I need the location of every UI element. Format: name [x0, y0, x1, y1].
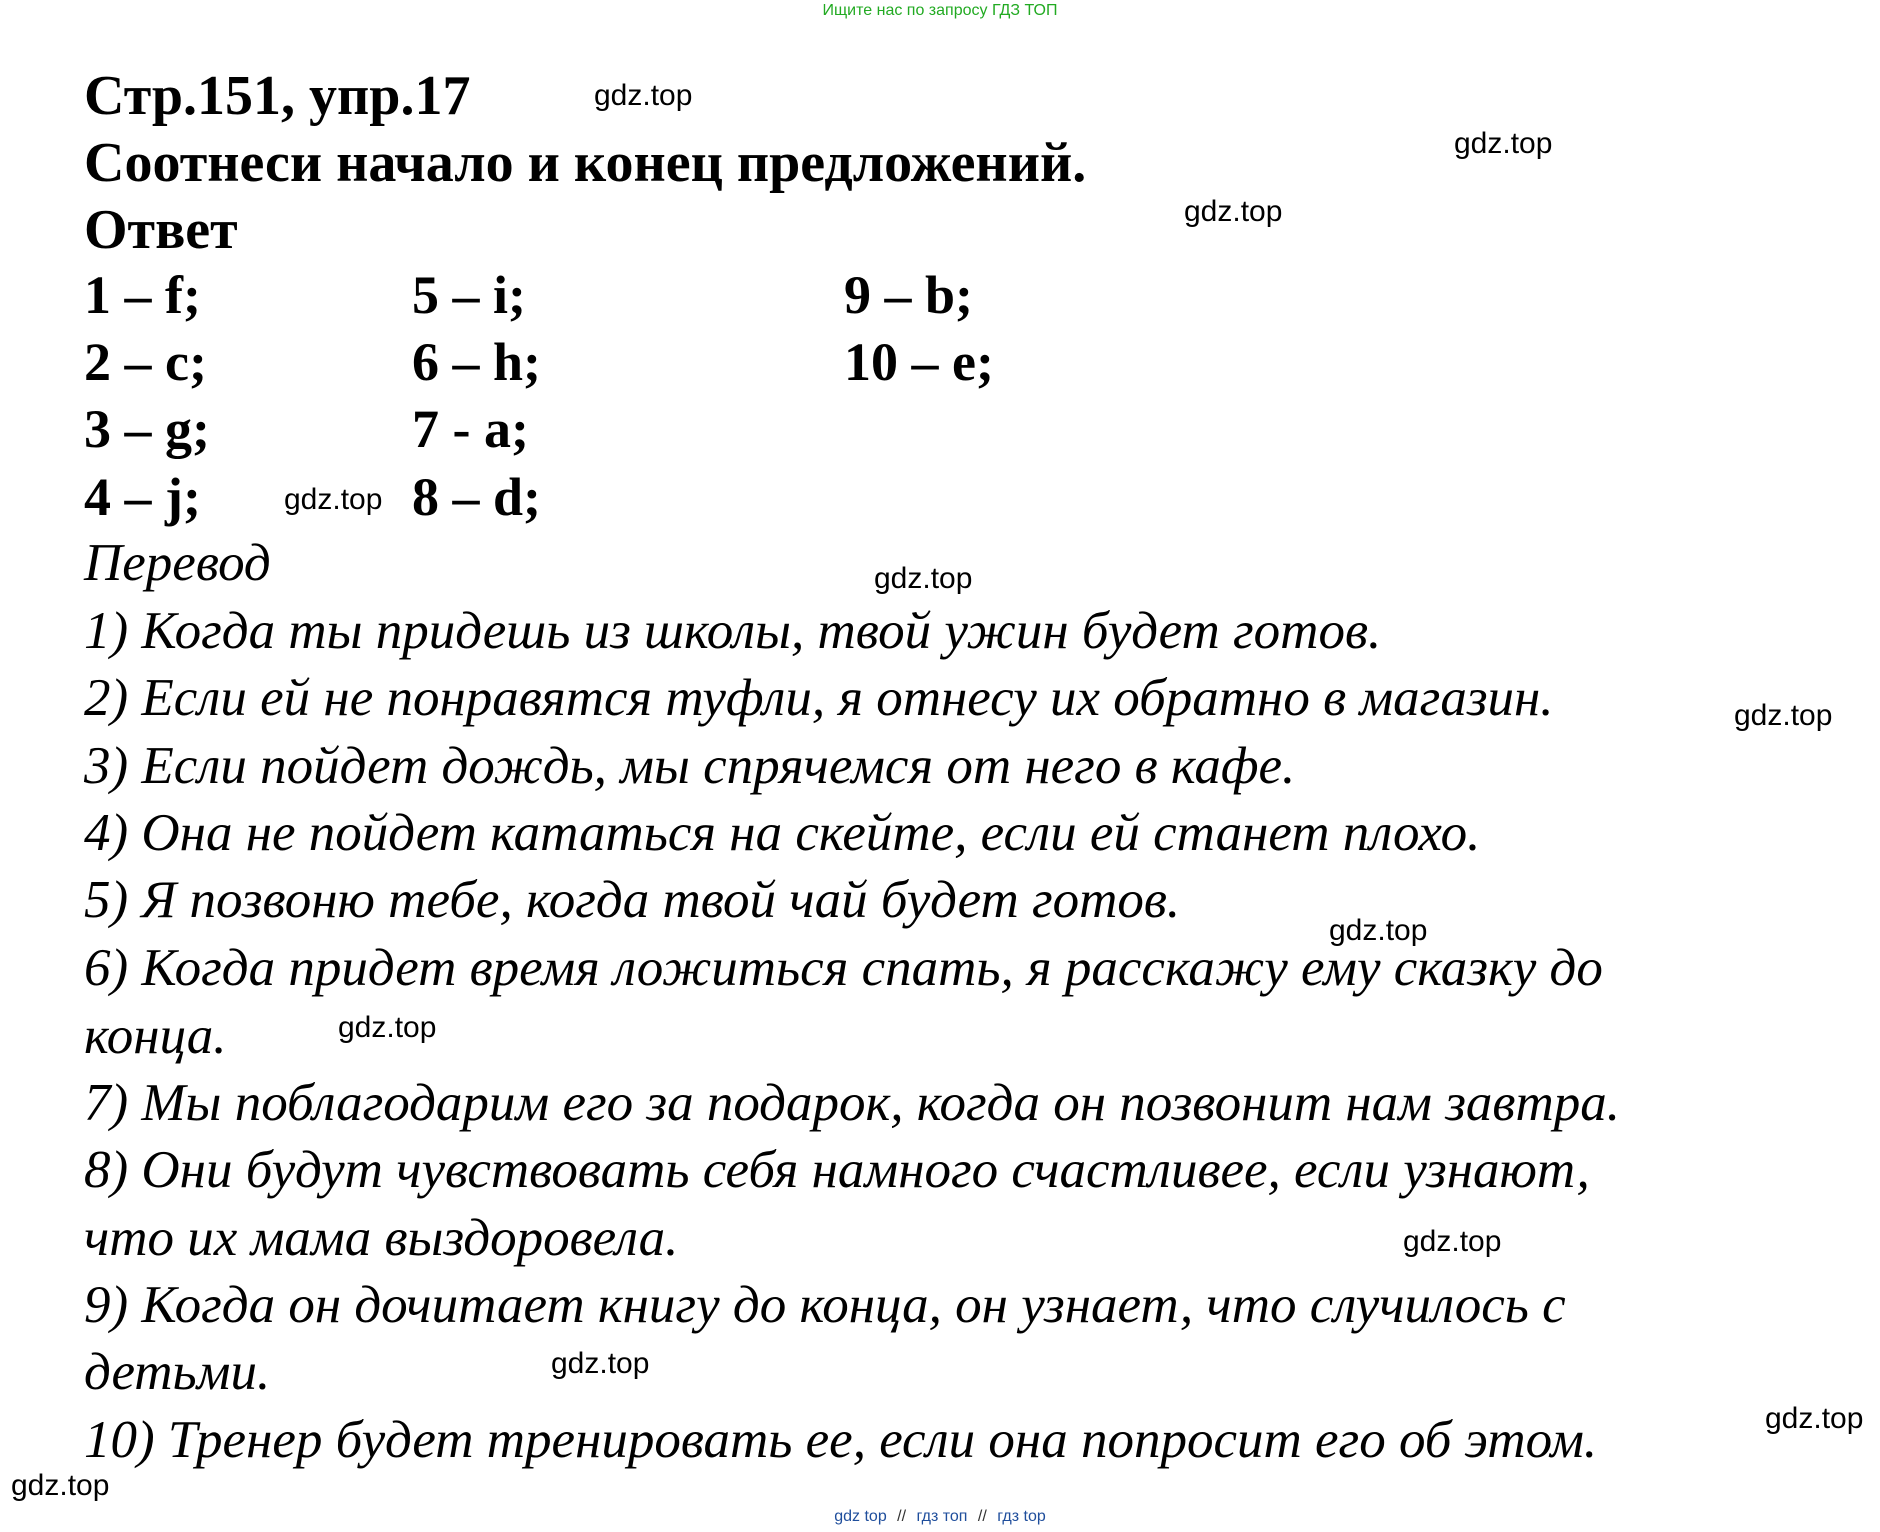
watermark: gdz.top [1329, 914, 1428, 947]
watermark: gdz.top [338, 1011, 437, 1044]
bottom-banner-separator: // [977, 1508, 987, 1525]
bottom-banner-link[interactable]: gdz top [834, 1508, 887, 1525]
task-instruction: Соотнеси начало и конец предложений. [84, 132, 1087, 194]
bottom-banner-link[interactable]: гдз top [997, 1508, 1046, 1525]
translation-line: 5) Я позвоню тебе, когда твой чай будет готов. [84, 871, 1181, 929]
translation-line: 6) Когда придет время ложиться спать, я расскажу ему сказку до [84, 939, 1603, 997]
bottom-banner-separator: // [897, 1508, 907, 1525]
bottom-banner-link[interactable]: гдз топ [916, 1508, 968, 1525]
answer-item: 6 – h; [412, 332, 542, 392]
watermark: gdz.top [551, 1347, 650, 1380]
translation-line: конца. [84, 1007, 227, 1065]
answer-item: 2 – c; [84, 332, 207, 392]
translation-line: 10) Тренер будет тренировать ее, если она попросит его об этом. [84, 1411, 1598, 1469]
answer-label: Ответ [84, 199, 238, 261]
answer-item: 7 - a; [412, 399, 529, 459]
translation-line: 4) Она не пойдет кататься на скейте, если ей станет плохо. [84, 804, 1481, 862]
answer-item: 10 – e; [844, 332, 994, 392]
watermark: gdz.top [1454, 127, 1553, 160]
watermark: gdz.top [284, 483, 383, 516]
watermark: gdz.top [11, 1469, 110, 1502]
answer-item: 5 – i; [412, 265, 526, 325]
translation-line: 2) Если ей не понравятся туфли, я отнесу их обратно в магазин. [84, 669, 1554, 727]
translation-label: Перевод [84, 534, 271, 592]
watermark: gdz.top [1184, 195, 1283, 228]
bottom-banner [0, 1508, 1880, 1526]
translation-line: 7) Мы поблагодарим его за подарок, когда он позвонит нам завтра. [84, 1074, 1620, 1132]
translation-line: что их мама выздоровела. [84, 1209, 679, 1267]
watermark: gdz.top [874, 562, 973, 595]
answer-item: 1 – f; [84, 265, 201, 325]
translation-line: 1) Когда ты придешь из школы, твой ужин будет готов. [84, 602, 1382, 660]
watermark: gdz.top [1734, 699, 1833, 732]
watermark: gdz.top [1403, 1225, 1502, 1258]
translation-line: 3) Если пойдет дождь, мы спрячемся от него в кафе. [84, 737, 1296, 795]
translation-line: 8) Они будут чувствовать себя намного счастливее, если узнают, [84, 1141, 1590, 1199]
watermark: gdz.top [1765, 1402, 1864, 1435]
watermark: gdz.top [594, 79, 693, 112]
translation-line: 9) Когда он дочитает книгу до конца, он узнает, что случилось с [84, 1276, 1566, 1334]
answer-item: 4 – j; [84, 467, 201, 527]
page-heading: Стр.151, упр.17 [84, 65, 471, 127]
top-banner-link[interactable]: Ищите нас по запросу ГДЗ ТОП [822, 2, 1058, 19]
translation-line: детьми. [84, 1343, 271, 1401]
answer-item: 8 – d; [412, 467, 542, 527]
answer-item: 9 – b; [844, 265, 974, 325]
answer-item: 3 – g; [84, 399, 210, 459]
